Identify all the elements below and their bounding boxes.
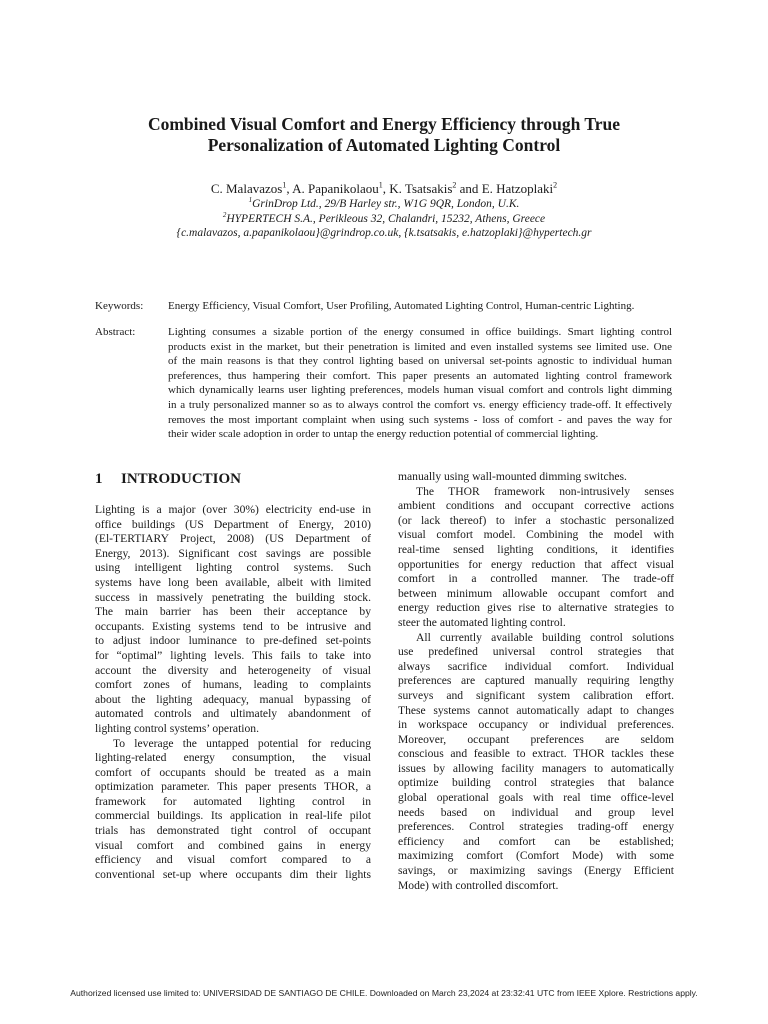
body-text-line: using intelligent lighting control systems. Such bbox=[95, 561, 371, 575]
abstract-line: of the main reasons is that they control lighting based on universal set-points agnostic to individual human bbox=[168, 355, 672, 368]
body-text-line: success in massively penetrating the building stock. bbox=[95, 590, 371, 604]
title-line-1: Combined Visual Comfort and Energy Efficiency through True bbox=[147, 114, 621, 134]
author-emails: {c.malavazos, a.papanikolaou}@grindrop.co.uk, {k.tsatsakis, e.hatzoplaki}@hypertech.gr bbox=[176, 227, 592, 240]
paper-title bbox=[90, 114, 678, 156]
body-text-line: Energy, 2013). Significant cost savings are possible bbox=[95, 546, 371, 560]
body-text-line: about the lighting adequacy, manual bypassing of bbox=[95, 692, 371, 706]
author: E. Hatzoplaki$^2$ bbox=[481, 180, 558, 196]
title-line-2: Personalization of Automated Lighting Control bbox=[207, 135, 561, 155]
body-text-line: global operational goals with real time office-level bbox=[398, 791, 674, 805]
body-text-line: Moreover, occupant preferences are seldom bbox=[398, 732, 674, 746]
abstract-body bbox=[168, 325, 672, 442]
left-column bbox=[95, 503, 371, 882]
body-text-line: efficiency and comfort can be established; bbox=[398, 834, 674, 848]
body-text-line: office buildings (US Department of Energy, 2010) bbox=[95, 517, 371, 531]
body-text-line: account the diversity and heterogeneity of visual bbox=[95, 663, 371, 677]
abstract-line: their wider scale adoption in order to untap the energy reduction potential of commercial lighting. bbox=[168, 428, 599, 441]
section-number: 1 bbox=[95, 471, 103, 487]
body-text-line: ambient conditions and occupant corrective actions bbox=[398, 499, 674, 513]
body-text-line: manually using wall-mounted dimming switches. bbox=[398, 470, 627, 483]
body-text-line: optimization parameter. This paper presents THOR, a bbox=[95, 780, 371, 794]
body-text-line: needs based on individual and group level bbox=[398, 805, 674, 819]
body-text-line: to adjust indoor luminance to pre-defined set-points bbox=[95, 634, 371, 648]
right-column bbox=[398, 470, 674, 893]
body-text-line: Lighting is a major (over 30%) electricity end-use in bbox=[95, 503, 371, 516]
body-text-line: These systems cannot automatically adapt to changes bbox=[398, 703, 674, 717]
body-text-line: framework for automated lighting control in bbox=[95, 794, 371, 808]
body-text-line: commercial buildings. Its application in real-life pilot bbox=[95, 809, 371, 823]
body-text-line: systems have long been available, albeit with limited bbox=[95, 575, 371, 589]
body-text-line: in workspace occupancy or individual preferences. bbox=[398, 718, 674, 732]
abstract-line: Lighting consumes a sizable portion of the energy consumed in office buildings. Smart lighting control bbox=[168, 326, 672, 338]
body-text-line: use predefined universal control strategies that bbox=[398, 645, 674, 659]
body-text-line: All currently available building control solutions bbox=[416, 630, 674, 644]
body-text-line: lighting control systems’ operation. bbox=[95, 721, 260, 735]
author: C. Malavazos$^1$ bbox=[210, 180, 287, 196]
body-text-line: always sacrifice individual comfort. Individual bbox=[398, 659, 674, 673]
abstract-line: products exist in the market, but their penetration is limited and even installed systems see limited use. One bbox=[168, 340, 672, 353]
abstract-line: removes the most important complaint when using such systems - loss of comfort - and paves the way for bbox=[168, 413, 672, 426]
body-text-line: conscious and feasible to extract. THOR tackles these bbox=[398, 747, 674, 761]
body-text-line: preferences are captured manually requiring lengthy bbox=[398, 674, 674, 688]
abstract-line: in a truly personalized manner so as to always control the comfort vs. energy efficiency trade-off. It effectively bbox=[168, 398, 672, 411]
section-title: INTRODUCTION bbox=[121, 471, 242, 487]
body-text-line: occupants. Existing systems tend to be intrusive and bbox=[95, 619, 371, 633]
body-text-line: (or lack thereof) to infer a stochastic personalized bbox=[398, 513, 674, 527]
body-text-line: The main barrier has been their acceptance by bbox=[95, 605, 371, 619]
body-text-line: automated controls and ultimately abandonment of bbox=[95, 707, 371, 721]
body-text-line: efficiency and visual comfort compared to a bbox=[95, 853, 371, 867]
section-heading bbox=[95, 470, 241, 488]
abstract-line: preferences, thus hampering their comfort. This paper presents an automated lighting control framework bbox=[168, 369, 672, 382]
body-text-line: trials has demonstrated tight control of occupant bbox=[95, 824, 371, 838]
keywords-label: Keywords: bbox=[95, 300, 144, 312]
body-text-line: conventional set-up where occupants dim their lights bbox=[95, 867, 371, 881]
body-text-line: maximizing comfort (Comfort Mode) with some bbox=[398, 849, 674, 863]
body-text-line: issues by allowing facility managers to automatically bbox=[398, 761, 674, 775]
body-text-line: comfort of occupants should be treated as a main bbox=[95, 765, 371, 779]
body-text-line: The THOR framework non-intrusively senses bbox=[416, 484, 674, 498]
body-text-line: optimize building control strategies that balance bbox=[398, 776, 674, 790]
body-text-line: (El-TERTIARY Project, 2008) (US Department of bbox=[95, 532, 371, 546]
body-text-line: preferences. Control strategies trading-off energy bbox=[398, 820, 674, 834]
abstract-label: Abstract: bbox=[95, 326, 136, 338]
body-text-line: Mode) with controlled discomfort. bbox=[398, 878, 559, 892]
body-text-line: surveys and significant system calibration effort. bbox=[398, 688, 674, 702]
body-text-line: visual comfort and combined gains in energy bbox=[95, 838, 371, 852]
body-text-line: visual comfort model. Combining the model with bbox=[398, 528, 674, 542]
body-text-line: opportunities for energy reduction that affect visual bbox=[398, 557, 674, 571]
body-text-line: lighting-related energy consumption, the visual bbox=[95, 751, 371, 765]
body-text-line: between minimum allowable occupant comfort and bbox=[398, 586, 674, 600]
body-text-line: real-time sensed lighting conditions, it identifies bbox=[398, 542, 674, 556]
affiliation-1: $^1$GrinDrop Ltd., 29/B Harley str., W1G 9QR, London, U.K. bbox=[248, 196, 520, 210]
license-footer: Authorized licensed use limited to: UNIVERSIDAD DE SANTIAGO DE CHILE. Downloaded on March 23,2024 at 23:32:41 UTC from IEEE Xplore. Restrictions apply. bbox=[70, 988, 698, 998]
affiliation-2: $^2$HYPERTECH S.A., Perikleous 32, Chalandri, 15232, Athens, Greece bbox=[222, 210, 546, 225]
body-text-line: savings, or maximizing savings (Energy Efficient bbox=[398, 864, 674, 878]
body-text-line: comfort zones of humans, leading to complaints bbox=[95, 678, 371, 692]
body-text-line: To leverage the untapped potential for reducing bbox=[113, 736, 371, 750]
body-text-line: steer the automated lighting control. bbox=[398, 615, 566, 629]
author: A. Papanikolaou$^1$ bbox=[292, 180, 383, 196]
keywords-text: Energy Efficiency, Visual Comfort, User Profiling, Automated Lighting Control, Human-centric Lighting. bbox=[168, 300, 635, 312]
affiliations bbox=[90, 197, 678, 241]
body-text-line: for “optimal” lighting levels. This fails to take into bbox=[95, 648, 371, 662]
body-text-line: energy reduction gives rise to alternative strategies to bbox=[398, 601, 674, 615]
author: K. Tsatsakis$^2$ bbox=[389, 180, 457, 196]
body-text-line: comfort in a controlled manner. The trade-off bbox=[398, 572, 674, 586]
author-list: C. Malavazos$^1$, A. Papanikolaou$^1$, K. Tsatsakis$^2$ and E. Hatzoplaki$^2$ bbox=[210, 180, 558, 196]
abstract-line: which dynamically learns user lighting preferences, models human visual comfort and controls light dimming bbox=[168, 384, 672, 397]
